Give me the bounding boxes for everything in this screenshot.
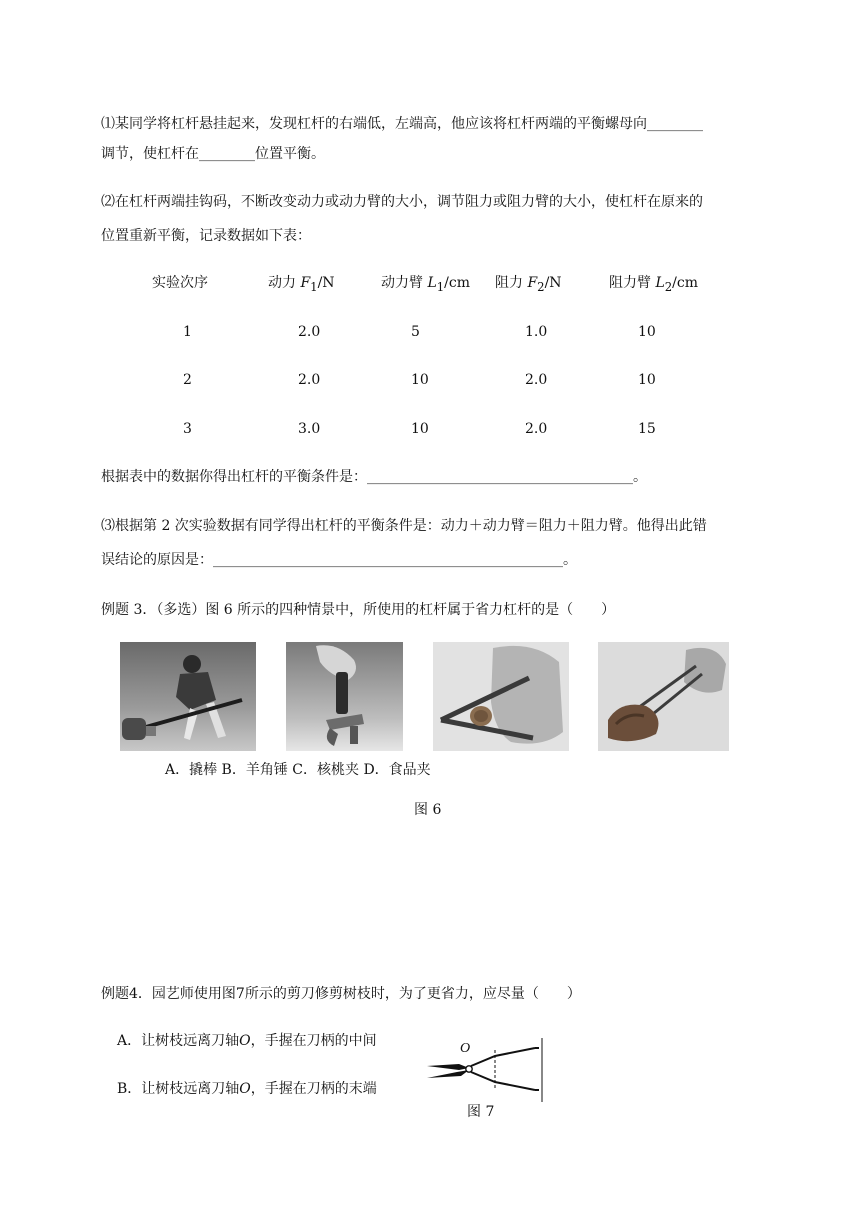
q3-line1: ⑶根据第 2 次实验数据有同学得出杠杆的平衡条件是：动力＋动力臂＝阻力＋阻力臂。他得出此错 xyxy=(101,518,707,534)
table-cell: 15 xyxy=(638,421,656,437)
table-header-load-arm: 阻力臂 $L_2/cm$ xyxy=(609,275,699,294)
claw-hammer-photo xyxy=(286,642,403,751)
table-cell: 10 xyxy=(638,372,656,388)
q1-line2: 调节，使杠杆在________位置平衡。 xyxy=(101,146,325,162)
figure-7-label: 图 7 xyxy=(467,1104,495,1120)
conclusion-line: 根据表中的数据你得出杠杆的平衡条件是：______________________________________。 xyxy=(101,469,647,485)
table-header-trial: 实验次序 xyxy=(152,275,208,291)
example4-option-a: A．让树枝远离刀轴O，手握在刀柄的中间 xyxy=(117,1033,377,1049)
pivot-label: O xyxy=(460,1041,471,1056)
food-tongs-photo xyxy=(598,642,729,751)
table-cell: 3 xyxy=(183,421,192,437)
table-cell: 2.0 xyxy=(525,372,548,388)
table-cell: 2.0 xyxy=(525,421,548,437)
q2-line2: 位置重新平衡，记录数据如下表： xyxy=(101,228,311,244)
nutcracker-photo xyxy=(433,642,569,751)
table-cell: 3.0 xyxy=(298,421,321,437)
figure-6-label: 图 6 xyxy=(414,802,442,818)
table-header-effort-arm: 动力臂 $L_1/cm$ xyxy=(381,275,471,294)
table-cell: 10 xyxy=(411,372,429,388)
pruning-shears-diagram xyxy=(425,1036,545,1104)
table-header-effort: 动力 $F_1/N$ xyxy=(268,275,335,294)
table-header-load: 阻力 $F_2/N$ xyxy=(495,275,562,294)
example3-options: A．撬棒 B．羊角锤 C．核桃夹 D．食品夹 xyxy=(165,762,431,778)
q1-line1: ⑴某同学将杠杆悬挂起来，发现杠杆的右端低，左端高，他应该将杠杆两端的平衡螺母向________ xyxy=(101,116,703,132)
table-cell: 5 xyxy=(411,324,420,340)
table-cell: 2 xyxy=(183,372,192,388)
table-cell: 1 xyxy=(183,324,192,340)
example4-stem: 例题4．园艺师使用图7所示的剪刀修剪树枝时，为了更省力，应尽量（ ） xyxy=(101,986,581,1002)
table-cell: 10 xyxy=(638,324,656,340)
table-cell: 10 xyxy=(411,421,429,437)
table-cell: 1.0 xyxy=(525,324,548,340)
table-cell: 2.0 xyxy=(298,372,321,388)
example4-option-b: B．让树枝远离刀轴O，手握在刀柄的末端 xyxy=(117,1081,377,1097)
q2-line1: ⑵在杠杆两端挂钩码，不断改变动力或动力臂的大小，调节阻力或阻力臂的大小，使杠杆在原来的 xyxy=(101,194,703,210)
table-cell: 2.0 xyxy=(298,324,321,340)
crowbar-photo xyxy=(120,642,256,751)
example3-stem: 例题 3．（多选）图 6 所示的四种情景中，所使用的杠杆属于省力杠杆的是（ ） xyxy=(101,602,616,618)
q3-line2: 误结论的原因是：__________________________________________________。 xyxy=(101,552,577,568)
